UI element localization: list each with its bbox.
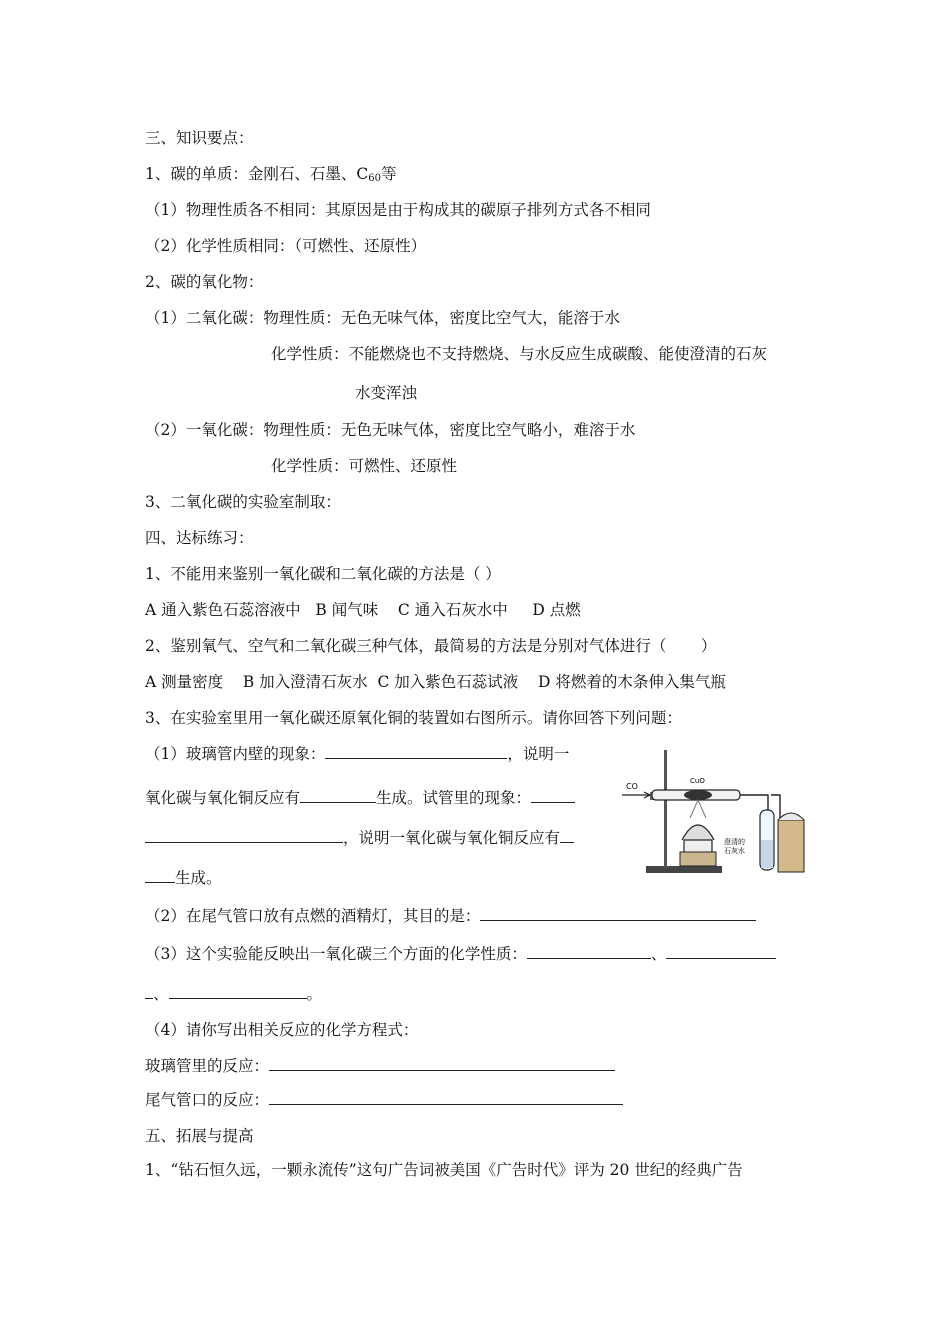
answer-blank[interactable] xyxy=(560,828,574,843)
co2-chemical-line: 化学性质：不能燃烧也不支持燃烧、与水反应生成碳酸、能使澄清的石灰 xyxy=(271,345,768,363)
q3-part3-line1: （3）这个实验能反映出一氧化碳三个方面的化学性质： 、 xyxy=(145,944,776,964)
q3-part4: （4）请你写出相关反应的化学方程式： xyxy=(145,1021,419,1039)
co-physical-line: （2）一氧化碳：物理性质：无色无味气体，密度比空气略小，难溶于水 xyxy=(145,421,636,439)
q3-part1-line3: ，说明一氧化碳与氧化铜反应有 xyxy=(145,828,574,848)
q3-part1-line1: （1）玻璃管内壁的现象： ，说明一 xyxy=(145,745,570,763)
limewater-label-1: 澄清的 xyxy=(724,838,745,846)
answer-blank[interactable] xyxy=(325,744,507,759)
limewater-label-2: 石灰水 xyxy=(724,847,745,855)
carbon-oxides-heading: 2、碳的氧化物： xyxy=(145,273,264,291)
answer-blank[interactable] xyxy=(269,1056,615,1071)
answer-blank[interactable] xyxy=(169,984,307,999)
answer-blank[interactable] xyxy=(531,788,575,803)
co2-physical-line: （1）二氧化碳：物理性质：无色无味气体，密度比空气大，能溶于水 xyxy=(145,309,620,327)
physical-property-line: （1）物理性质各不相同：其原因是由于构成其的碳原子排列方式各不相同 xyxy=(145,201,651,219)
section5-question-1: 1、“钻石恒久远，一颗永流传”这句广告词被美国《广告时代》评为 20 世纪的经典广告 xyxy=(145,1161,743,1179)
co-label: CO xyxy=(626,782,638,791)
answer-blank[interactable] xyxy=(145,828,343,843)
question-2-options: A 测量密度 B 加入澄清石灰水 C 加入紫色石蕊试液 D 将燃着的木条伸入集气瓶 xyxy=(145,673,726,691)
answer-blank[interactable] xyxy=(527,944,651,959)
section3-heading: 三、知识要点： xyxy=(145,129,254,147)
question-1: 1、不能用来鉴别一氧化碳和二氧化碳的方法是（ ） xyxy=(145,565,501,583)
q3-part3-line2: 、 。 xyxy=(145,984,322,1004)
co-chemical-line: 化学性质：可燃性、还原性 xyxy=(271,457,458,475)
answer-blank[interactable] xyxy=(300,788,376,803)
answer-blank[interactable] xyxy=(480,906,756,921)
section5-heading: 五、拓展与提高 xyxy=(145,1127,254,1145)
answer-blank[interactable] xyxy=(666,944,776,959)
q3-part4-tail-gas: 尾气管口的反应： xyxy=(145,1090,623,1110)
question-1-options: A 通入紫色石蕊溶液中 B 闻气味 C 通入石灰水中 D 点燃 xyxy=(145,601,581,619)
q3-part2: （2）在尾气管口放有点燃的酒精灯，其目的是： xyxy=(145,906,756,926)
carbon-elements-line: 1、碳的单质：金刚石、石墨、$C_{60}$等 xyxy=(145,165,397,184)
cuo-label: CuO xyxy=(690,777,705,785)
q3-part4-glass-tube: 玻璃管里的反应： xyxy=(145,1056,615,1076)
co2-lab-prep-line: 3、二氧化碳的实验室制取： xyxy=(145,493,341,511)
answer-blank[interactable] xyxy=(269,1090,623,1105)
answer-blank[interactable] xyxy=(145,868,175,883)
question-2: 2、鉴别氧气、空气和二氧化碳三种气体，最简易的方法是分别对气体进行（ ） xyxy=(145,637,717,655)
q3-part1-line2: 氧化碳与氧化铜反应有 生成。试管里的现象： xyxy=(145,788,575,808)
chemical-property-line: （2）化学性质相同：（可燃性、还原性） xyxy=(145,237,427,255)
co2-chemical-cont: 水变浑浊 xyxy=(355,384,418,402)
answer-blank[interactable] xyxy=(145,984,153,999)
co-reduction-apparatus-figure xyxy=(620,748,820,883)
section4-heading: 四、达标练习： xyxy=(145,529,254,547)
q3-part1-line4: 生成。 xyxy=(145,868,222,888)
question-3: 3、在实验室里用一氧化碳还原氧化铜的装置如右图所示。请你回答下列问题： xyxy=(145,709,682,727)
